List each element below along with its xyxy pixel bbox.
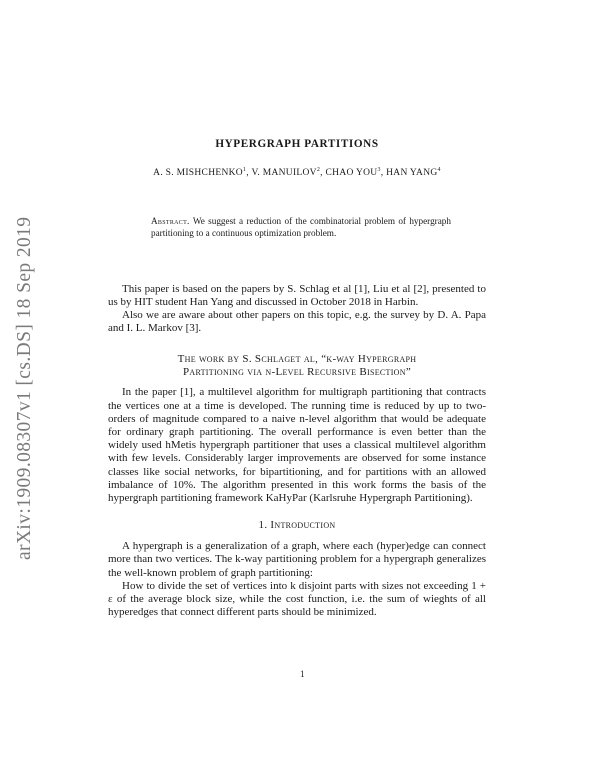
- section-heading-schlag: [108, 353, 486, 379]
- paper-page: [108, 138, 486, 619]
- body-paragraph: In the paper [1], a multilevel algorithm for multigraph partitioning that contracts the vertices one at a time is developed. The running time is reduced by up to two-orders of magnitude compared to a naive n-level algorithm that would be adequate for ordinary graph partitioning. The overall performance is even better than the widely used hMetis hypergraph partitioner that uses a classical multilevel algorithm with few levels. Considerably larger improvements are observed for some instance classes like social networks, for bipartitioning, and for partitions with an allowed imbalance of 10%. The algorithm presented in this work forms the basis of the hypergraph partitioning framework KaHyPar (Karlsruhe Hypergraph Partitioning).: [108, 386, 486, 504]
- section-heading-line: The work by S. Schlaget al, “k-way Hypergraph: [177, 353, 417, 366]
- section-heading-introduction: 1. Introduction: [258, 519, 336, 532]
- arxiv-identifier-stamp: arXiv:1909.08307v1 [cs.DS] 18 Sep 2019: [14, 216, 35, 560]
- author-affiliation-mark: 2: [316, 167, 321, 173]
- author-name: V. MANUILOV: [251, 168, 317, 179]
- author-affiliation-mark: 1: [242, 167, 247, 173]
- body-paragraph: Also we are aware about other papers on this topic, e.g. the survey by D. A. Papa and I. L. Markov [3].: [108, 308, 486, 335]
- abstract-text: We suggest a reduction of the combinatorial problem of hypergraph partitioning to a continuous optimization problem.: [151, 216, 451, 239]
- paper-title: HYPERGRAPH PARTITIONS: [215, 138, 379, 150]
- body-paragraph: How to divide the set of vertices into k disjoint parts with sizes not exceeding 1 + ε of the average block size, while the cost function, i.e. the sum of wieghts of all hyperedges that connect different parts should be minimized.: [108, 579, 486, 619]
- author-name: HAN YANG: [386, 168, 438, 179]
- abstract-label: Abstract.: [151, 216, 190, 227]
- author-name: A. S. MISHCHENKO: [153, 168, 243, 179]
- body-paragraph: A hypergraph is a generalization of a graph, where each (hyper)edge can connect more than two vertices. The k-way partitioning problem for a hypergraph generalizes the well-known problem of graph partitioning:: [108, 540, 486, 579]
- page-number: 1: [300, 669, 305, 679]
- author-name: CHAO YOU: [325, 168, 378, 179]
- section-heading-line: Partitioning via n-Level Recursive Bisection”: [182, 366, 412, 379]
- author-list: A. S. MISHCHENKO$^1$, V. MANUILOV$^2$, CHAO YOU$^3$, HAN YANG$^4$: [153, 167, 441, 179]
- abstract: [143, 215, 451, 239]
- author-affiliation-mark: 3: [377, 167, 381, 173]
- author-affiliation-mark: 4: [437, 167, 441, 173]
- body-paragraph: This paper is based on the papers by S. Schlag et al [1], Liu et al [2], presented to us by HIT student Han Yang and discussed in October 2018 in Harbin.: [108, 282, 486, 308]
- body-text: [108, 283, 486, 620]
